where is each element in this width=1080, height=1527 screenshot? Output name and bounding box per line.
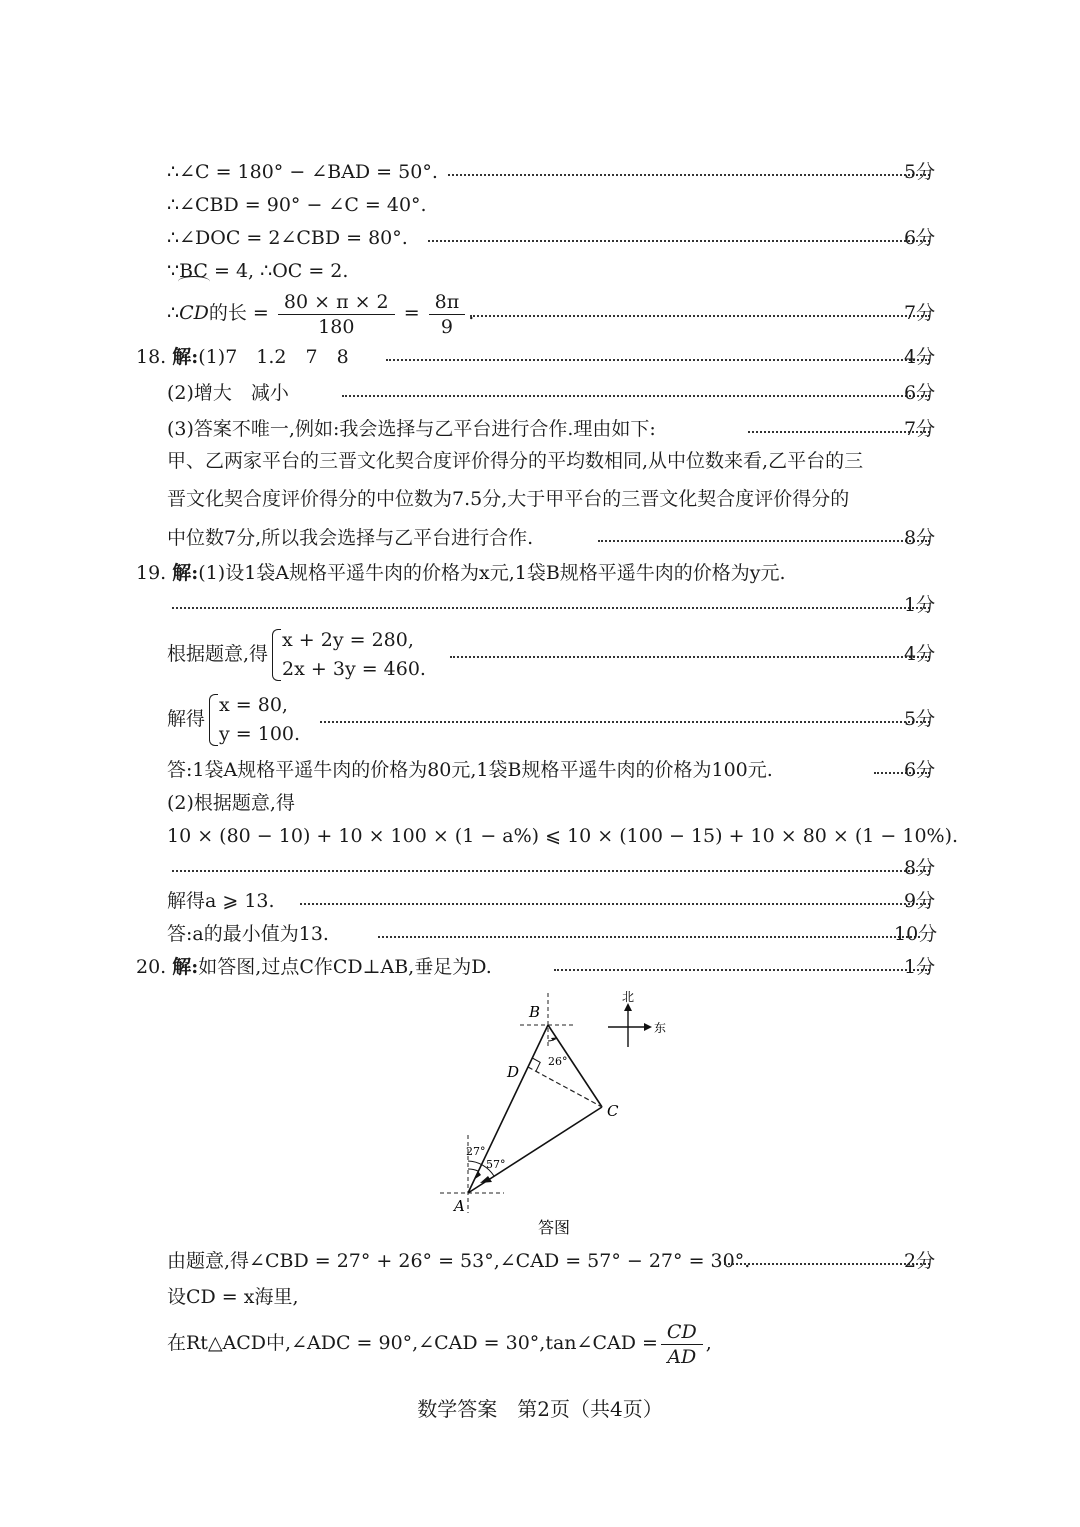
solution-line: [0, 190, 1080, 220]
score: 1分: [904, 594, 936, 616]
line-text: 由题意,得∠CBD = 27° + 26° = 53°,∠CAD = 57° − 27° = 30°.: [167, 1250, 751, 1272]
line-text: 晋文化契合度评价得分的中位数为7.5分,大于甲平台的三晋文化契合度评价得分的: [167, 488, 850, 510]
line-text: 答:1袋A规格平遥牛肉的价格为80元,1袋B规格平遥牛肉的价格为100元.: [167, 759, 773, 781]
score: 10分: [894, 923, 938, 945]
q19-set: [0, 558, 1080, 588]
q20-line4: [0, 1320, 1080, 1368]
line-text: (2)根据题意,得: [167, 792, 295, 814]
arc-length-expression: ∴CD的长 = $\frac{80 \times \pi \times 2}{180}$ = $\frac{8\pi}{9}$ .: [167, 282, 474, 344]
q19-solve-a: [0, 886, 1080, 916]
equation-system: 根据题意,得 x + 2y = 280, 2x + 3y = 460.: [167, 624, 426, 684]
line-text: 甲、乙两家平台的三晋文化契合度评价得分的平均数相同,从中位数来看,乙平台的三: [167, 450, 864, 472]
dot-leader: [428, 240, 930, 242]
q19-answer1: [0, 755, 1080, 785]
q19-equations: [0, 629, 1080, 680]
score: 4分: [904, 346, 936, 368]
angle-arc-a-27: [468, 1169, 478, 1171]
score: 1分: [904, 956, 936, 978]
arc-cd: CD: [179, 282, 209, 344]
label-b: B: [529, 1003, 541, 1021]
angle-arrow-a-57: [480, 1176, 492, 1183]
q20-line3: [0, 1282, 1080, 1312]
label-angle-27: 27°: [466, 1145, 486, 1158]
q19-solution: [0, 694, 1080, 745]
question-number: 20. 解:如答图,过点C作CD⊥AB,垂足为D.: [136, 956, 492, 978]
q18-part2: [0, 378, 1080, 408]
q19-inequality: [0, 821, 1080, 851]
dot-leader: [598, 540, 930, 542]
dot-leader: [342, 395, 930, 397]
solution-line: [0, 157, 1080, 187]
dot-leader: [300, 903, 930, 905]
fraction: $\frac{CD}{AD}$: [661, 1320, 703, 1369]
tan-expression: 在Rt△ACD中,∠ADC = 90°,∠CAD = 30°,tan∠CAD = $\frac{CD}{AD}$ ,: [167, 1320, 712, 1368]
line-text: 设CD = x海里,: [167, 1286, 299, 1308]
score: 9分: [904, 890, 936, 912]
dot-leader: [172, 870, 930, 872]
segment-cd-dashed: [528, 1067, 602, 1107]
dot-leader: [378, 936, 920, 938]
fraction: $\frac{8\pi}{9}$: [429, 290, 466, 339]
line-text: 解得a ⩾ 13.: [167, 890, 275, 912]
page-footer: 数学答案 第2页（共4页）: [417, 1397, 663, 1421]
east-arrow-icon: [644, 1023, 652, 1031]
right-angle-mark: [532, 1058, 540, 1071]
line-text: ∵BC = 4, ∴OC = 2.: [167, 260, 349, 282]
label-angle-57: 57°: [486, 1158, 506, 1171]
line-text: 答:a的最小值为13.: [167, 923, 329, 945]
line-text: ∴∠CBD = 90° − ∠C = 40°.: [167, 194, 427, 216]
score: 6分: [904, 759, 936, 781]
dot-leader: [450, 656, 930, 658]
dot-leader: [386, 359, 930, 361]
line-text: ∴∠C = 180° − ∠BAD = 50°.: [167, 161, 438, 183]
q20-line2: [0, 1246, 1080, 1276]
solution-line: [0, 223, 1080, 253]
compass-east: 东: [654, 1021, 667, 1035]
north-arrow-icon: [624, 1003, 632, 1011]
dot-leader: [724, 1263, 930, 1265]
q19-answer2: [0, 919, 1080, 949]
score: 5分: [904, 161, 936, 183]
brace-system: x = 80, y = 100.: [207, 691, 300, 749]
dot-leader: [554, 969, 930, 971]
dot-leader: [172, 607, 930, 609]
compass-north: 北: [622, 990, 635, 1004]
answer-figure: [420, 985, 700, 1245]
dot-leader: [448, 174, 930, 176]
q18-part3: [0, 414, 1080, 444]
line-text: (3)答案不唯一,例如:我会选择与乙平台进行合作.理由如下:: [167, 418, 656, 440]
score: 6分: [904, 382, 936, 404]
q18-reason: [0, 446, 1080, 476]
line-text: 中位数7分,所以我会选择与乙平台进行合作.: [167, 527, 534, 549]
label-a: A: [454, 1197, 465, 1215]
solution-line: [0, 256, 1080, 286]
label-angle-26: 26°: [548, 1055, 568, 1068]
label-c: C: [607, 1102, 619, 1120]
score: 8分: [904, 527, 936, 549]
q20-intro: [0, 952, 1080, 982]
dot-leader: [748, 431, 930, 433]
q18-reason: [0, 484, 1080, 514]
score: 6分: [904, 227, 936, 249]
line-text: (2)增大 减小: [167, 382, 289, 404]
figure-caption: 答图: [538, 1218, 571, 1237]
q19-part2: [0, 788, 1080, 818]
score: 8分: [904, 857, 936, 879]
score: 7分: [904, 418, 936, 440]
q19-inequality-score: [0, 853, 1080, 883]
score: 4分: [904, 643, 936, 665]
inequality: 10 × (80 − 10) + 10 × 100 × (1 − a%) ⩽ 10 × (100 − 15) + 10 × 80 × (1 − 10%).: [167, 825, 959, 847]
arc-length-line: [0, 290, 1080, 338]
label-d: D: [507, 1063, 520, 1081]
q18-reason: [0, 523, 1080, 553]
question-number: 18. 解:(1)7 1.2 7 8: [136, 346, 349, 368]
brace-system: x + 2y = 280, 2x + 3y = 460.: [270, 626, 426, 684]
fraction: $\frac{80 \times \pi \times 2}{180}$: [278, 290, 395, 339]
q19-set-score: [0, 590, 1080, 620]
score: 2分: [904, 1250, 936, 1272]
dot-leader: [320, 721, 930, 723]
q18-part1: [0, 342, 1080, 372]
solution-system: 解得 x = 80, y = 100.: [167, 689, 300, 749]
dot-leader: [470, 315, 930, 317]
score: 7分: [904, 302, 936, 324]
question-number: 19. 解:(1)设1袋A规格平遥牛肉的价格为x元,1袋B规格平遥牛肉的价格为y元.: [136, 562, 786, 584]
line-text: ∴∠DOC = 2∠CBD = 80°.: [167, 227, 408, 249]
score: 5分: [904, 708, 936, 730]
